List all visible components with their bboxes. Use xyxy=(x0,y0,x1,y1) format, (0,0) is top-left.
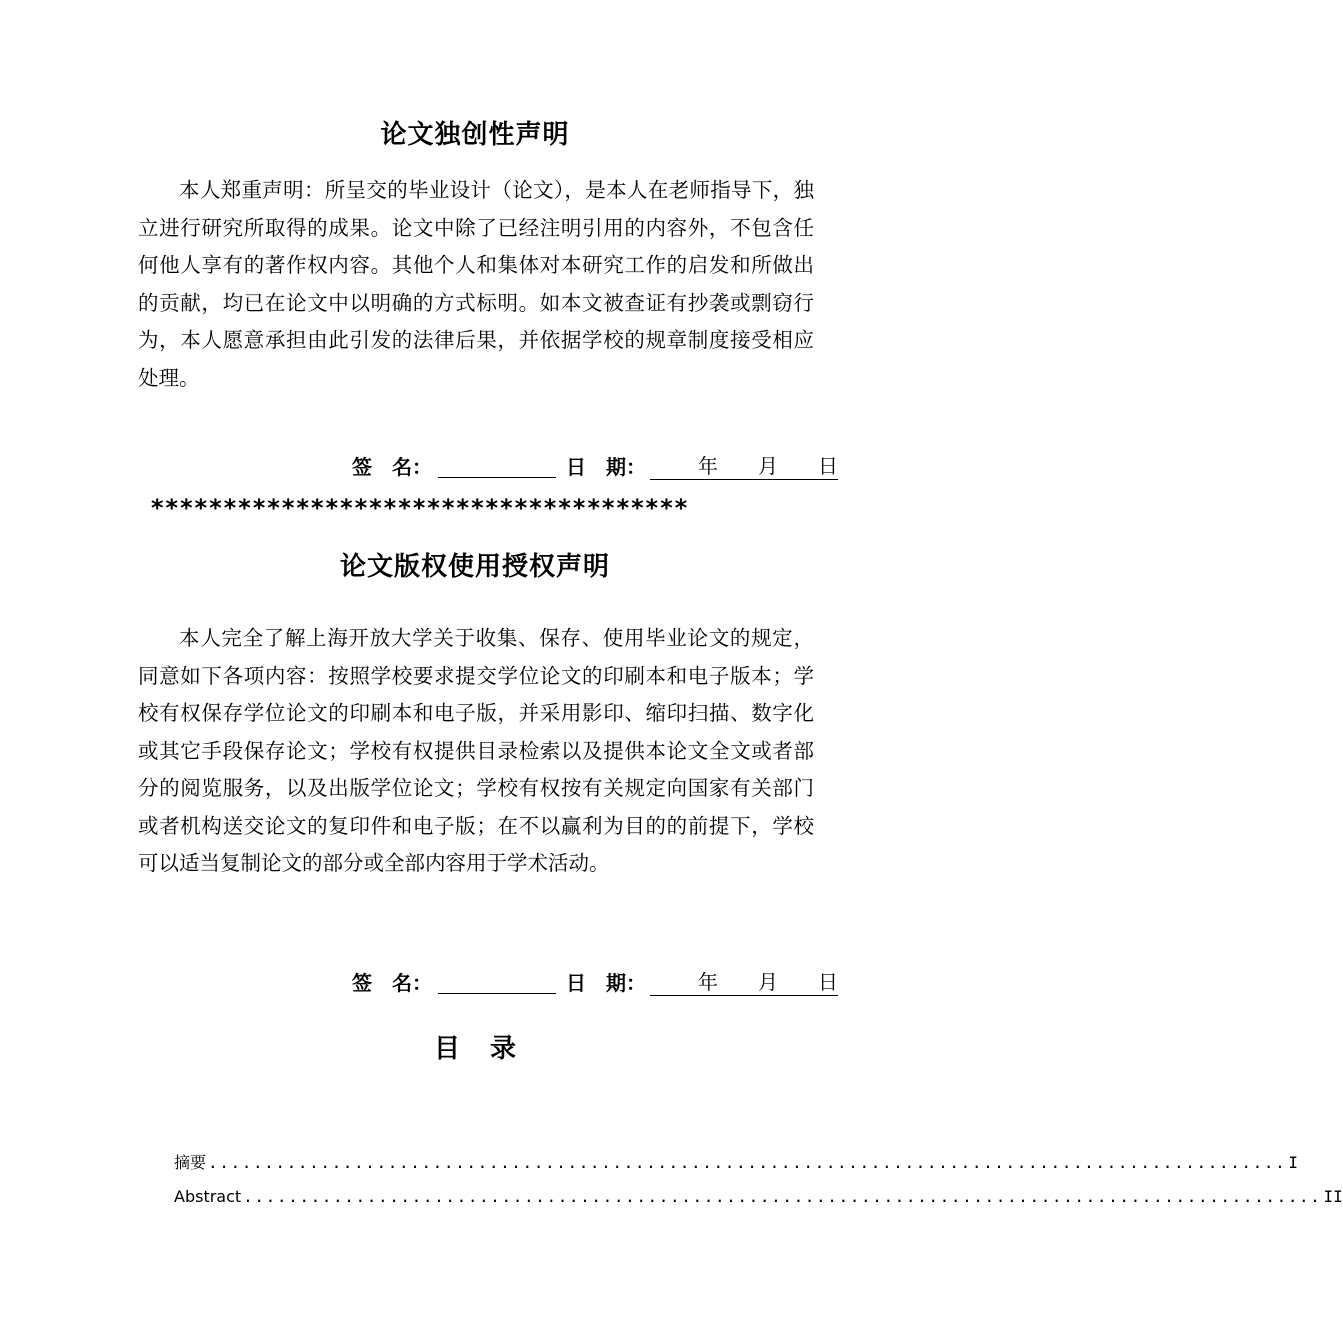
toc-leader-dots: ................................................................................................ xyxy=(243,1187,1322,1206)
signature-label: 签 名： xyxy=(352,971,432,995)
section-separator: ************************************* xyxy=(150,494,689,522)
copyright-statement: 本人完全了解上海开放大学关于收集、保存、使用毕业论文的规定，同意如下各项内容：按照学校要求提交学位论文的印刷本和电子版本；学校有权保存学位论文的印刷本和电子版，并采用影印、缩印扫描、数字化或其它手段保存论文；学校有权提供目录检索以及提供本论文全文或者部分的阅览服务，以及出版学位论文；学校有权按有关规定向国家有关部门或者机构送交论文的复印件和电子版；在不以赢利为目的的前提下，学校可以适当复制论文的部分或全部内容用于学术活动。 xyxy=(138,626,814,875)
date-blank xyxy=(650,450,838,480)
toc-entry-label: Abstract xyxy=(174,1187,242,1206)
toc-entry-label: 摘要 xyxy=(174,1153,207,1172)
toc-entry-page: I xyxy=(1288,1153,1299,1172)
date-year: 年 xyxy=(698,454,718,478)
originality-title: 论文独创性声明 xyxy=(380,120,570,150)
toc-entry-page: II xyxy=(1323,1187,1343,1206)
date-day: 日 xyxy=(818,970,838,994)
date-month: 月 xyxy=(758,454,778,478)
copyright-title: 论文版权使用授权声明 xyxy=(339,552,610,582)
date-label: 日 期： xyxy=(566,971,646,995)
copyright-signature-row xyxy=(352,966,838,996)
signature-label: 签 名： xyxy=(352,455,432,479)
originality-signature-row xyxy=(352,450,838,480)
date-month: 月 xyxy=(758,970,778,994)
date-year: 年 xyxy=(698,970,718,994)
signature-blank xyxy=(438,455,556,478)
originality-statement: 本人郑重声明：所呈交的毕业设计（论文），是本人在老师指导下，独立进行研究所取得的成果。论文中除了已经注明引用的内容外，不包含任何他人享有的著作权内容。其他个人和集体对本研究工作的启发和所做出的贡献，均已在论文中以明确的方式标明。如本文被查证有抄袭或剽窃行为，本人愿意承担由此引发的法律后果，并依据学校的规章制度接受相应处理。 xyxy=(138,178,814,390)
date-label: 日 期： xyxy=(566,455,646,479)
toc-leader-dots: ................................................................................................ xyxy=(208,1153,1287,1172)
date-blank xyxy=(650,966,838,996)
toc-entry-abstract-en[interactable] xyxy=(174,1186,1343,1208)
signature-blank xyxy=(438,971,556,994)
date-day: 日 xyxy=(818,454,838,478)
toc-entry-abstract-cn[interactable] xyxy=(174,1152,1299,1174)
toc-title: 目录 xyxy=(433,1034,546,1064)
